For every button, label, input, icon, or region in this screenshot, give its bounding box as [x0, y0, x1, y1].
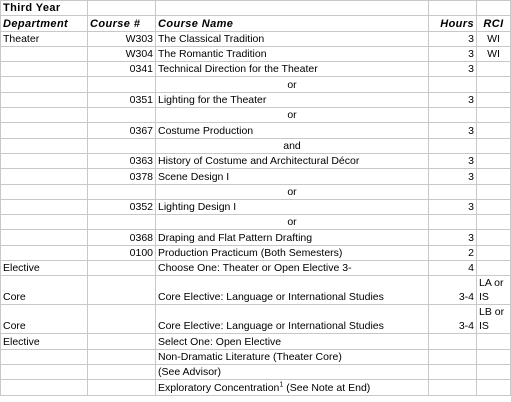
table-row: [1, 199, 511, 214]
cell-hours: 3: [429, 153, 477, 168]
cell-hours: 3: [429, 92, 477, 107]
cell-connector: or: [156, 108, 429, 123]
cell-course-number: [88, 349, 156, 364]
cell-hours: 3: [429, 199, 477, 214]
cell-hours: [429, 215, 477, 230]
cell-course-name: (See Advisor): [156, 364, 429, 379]
cell-course-number: [88, 215, 156, 230]
cell-hours: [429, 108, 477, 123]
cell-hours: [429, 184, 477, 199]
cell-connector: or: [156, 77, 429, 92]
cell-rci: [477, 108, 511, 123]
cell-course-name: Choose One: Theater or Open Elective 3-: [156, 261, 429, 276]
cell-department: [1, 199, 88, 214]
course-name-text: Exploratory Concentration: [158, 381, 280, 394]
cell-department: Core: [1, 276, 88, 305]
table-row: [1, 184, 511, 199]
rci-line: IS: [479, 291, 489, 304]
cell-department: [1, 153, 88, 168]
cell-course-number: 0351: [88, 92, 156, 107]
cell-course-number: W304: [88, 46, 156, 61]
table-row: [1, 138, 511, 153]
cell-department: [1, 46, 88, 61]
cell-course-number: [88, 138, 156, 153]
cell-course-name: Select One: Open Elective: [156, 334, 429, 349]
cell-rci: [477, 349, 511, 364]
cell-course-name: Production Practicum (Both Semesters): [156, 245, 429, 260]
cell-course-number: W303: [88, 31, 156, 46]
cell-hours: [429, 364, 477, 379]
cell-rci: [477, 138, 511, 153]
cell-course-number: 0363: [88, 153, 156, 168]
cell-department: [1, 108, 88, 123]
cell-department: [1, 138, 88, 153]
cell-connector: and: [156, 138, 429, 153]
table-row: [1, 77, 511, 92]
cell-rci: [477, 261, 511, 276]
table-row: [1, 31, 511, 46]
table-row: [1, 62, 511, 77]
cell-rci: [477, 77, 511, 92]
cell-hours: 3: [429, 123, 477, 138]
cell-course-number: 0368: [88, 230, 156, 245]
cell-connector: or: [156, 184, 429, 199]
rci-line: LB or: [479, 306, 505, 319]
cell-connector: or: [156, 215, 429, 230]
cell-hours: [429, 138, 477, 153]
cell-course-name: Technical Direction for the Theater: [156, 62, 429, 77]
cell-rci: [477, 276, 511, 305]
cell-course-number: [88, 334, 156, 349]
cell-department: [1, 123, 88, 138]
cell-hours: 3: [429, 62, 477, 77]
cell-course-name: Lighting Design I: [156, 199, 429, 214]
cell-course-number: [88, 184, 156, 199]
table-row: [1, 380, 511, 395]
cell-course-number: 0378: [88, 169, 156, 184]
cell-rci: [477, 123, 511, 138]
cell-rci: [477, 230, 511, 245]
table-row: [1, 364, 511, 379]
cell-department: [1, 380, 88, 395]
cell-hours: 2: [429, 245, 477, 260]
cell-department: [1, 230, 88, 245]
cell-rci: [477, 215, 511, 230]
table-row: [1, 305, 511, 334]
cell-department: [1, 245, 88, 260]
cell-course-number: [88, 77, 156, 92]
cell-course-number: 0352: [88, 199, 156, 214]
cell-rci: WI: [477, 31, 511, 46]
cell-course-name: Core Elective: Language or International Studies: [156, 276, 429, 305]
cell-course-name: Draping and Flat Pattern Drafting: [156, 230, 429, 245]
cell-course-number: [88, 261, 156, 276]
title-row: [1, 1, 511, 16]
cell-course-number: [88, 380, 156, 395]
table-row: [1, 123, 511, 138]
table-row: [1, 349, 511, 364]
cell-department: [1, 92, 88, 107]
cell-course-number: 0367: [88, 123, 156, 138]
table-row: [1, 245, 511, 260]
cell-hours: 3: [429, 169, 477, 184]
cell-department: [1, 62, 88, 77]
header-department: Department: [1, 16, 88, 31]
cell-department: [1, 349, 88, 364]
table-row: [1, 230, 511, 245]
cell-course-name: The Romantic Tradition: [156, 46, 429, 61]
table-row: [1, 46, 511, 61]
cell-department: [1, 77, 88, 92]
cell-rci: [477, 169, 511, 184]
cell-hours: [429, 380, 477, 395]
table-row: [1, 215, 511, 230]
cell-rci: [477, 334, 511, 349]
cell-department: Elective: [1, 261, 88, 276]
cell-course-name: History of Costume and Architectural Décor: [156, 153, 429, 168]
cell-department: [1, 215, 88, 230]
cell-department: [1, 364, 88, 379]
course-name-note: (See Note at End): [283, 381, 371, 394]
cell-rci: [477, 305, 511, 334]
cell-rci: [477, 245, 511, 260]
cell-rci: [477, 364, 511, 379]
header-rci: RCI: [477, 16, 511, 31]
cell-course-number: 0100: [88, 245, 156, 260]
footnote-marker: 1: [279, 381, 284, 389]
rci-line: IS: [479, 320, 489, 333]
cell-course-name: Lighting for the Theater: [156, 92, 429, 107]
sheet-title: Third Year: [1, 1, 88, 16]
cell-department: Theater: [1, 31, 88, 46]
cell-course-number: [88, 364, 156, 379]
cell-course-number: 0341: [88, 62, 156, 77]
cell-rci: [477, 92, 511, 107]
cell-course-name: Costume Production: [156, 123, 429, 138]
cell-department: [1, 184, 88, 199]
cell-hours: 4: [429, 261, 477, 276]
table-row: [1, 108, 511, 123]
header-course-number: Course #: [88, 16, 156, 31]
header-course-name: Course Name: [156, 16, 429, 31]
cell-course-number: [88, 108, 156, 123]
header-row: [1, 16, 511, 31]
cell-course-number: [88, 276, 156, 305]
cell-rci: [477, 380, 511, 395]
cell-course-name: Scene Design I: [156, 169, 429, 184]
cell-hours: [429, 77, 477, 92]
table-row: [1, 334, 511, 349]
table-row: [1, 276, 511, 305]
cell-department: [1, 169, 88, 184]
cell-course-name: [156, 380, 429, 395]
cell-department: Core: [1, 305, 88, 334]
cell-rci: WI: [477, 46, 511, 61]
cell-rci: [477, 199, 511, 214]
rci-line: LA or: [479, 277, 504, 290]
header-hours: Hours: [429, 16, 477, 31]
cell-hours: [429, 334, 477, 349]
cell-hours: [429, 349, 477, 364]
cell-hours: 3: [429, 31, 477, 46]
cell-course-name: Non-Dramatic Literature (Theater Core): [156, 349, 429, 364]
cell-department: Elective: [1, 334, 88, 349]
cell-course-name: The Classical Tradition: [156, 31, 429, 46]
cell-course-number: [88, 305, 156, 334]
cell-rci: [477, 184, 511, 199]
cell-course-name: Core Elective: Language or International Studies: [156, 305, 429, 334]
table-row: [1, 261, 511, 276]
cell-rci: [477, 153, 511, 168]
cell-rci: [477, 62, 511, 77]
table-row: [1, 153, 511, 168]
cell-hours: 3: [429, 230, 477, 245]
cell-hours: 3-4: [429, 276, 477, 305]
cell-hours: 3: [429, 46, 477, 61]
table-row: [1, 92, 511, 107]
table-row: [1, 169, 511, 184]
cell-hours: 3-4: [429, 305, 477, 334]
